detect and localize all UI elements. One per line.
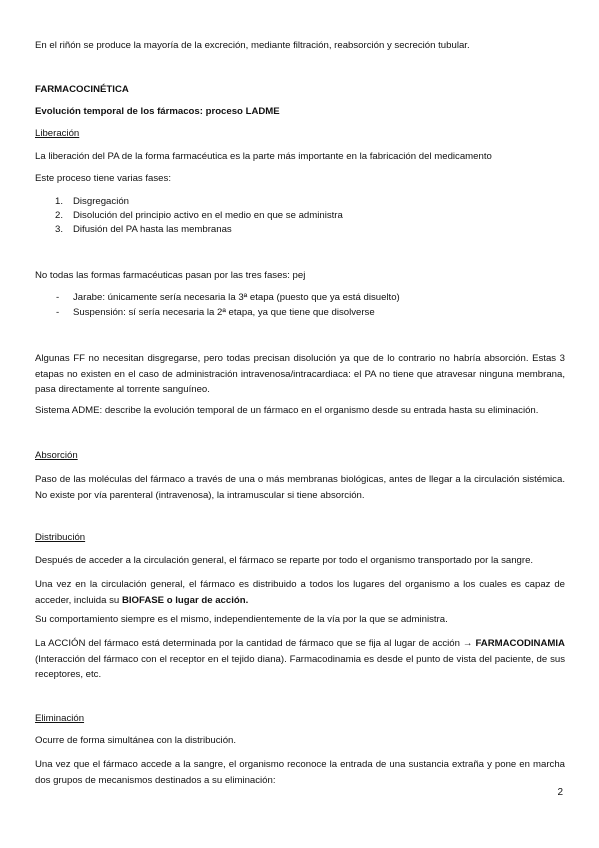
biofase-term: BIOFASE o lugar de acción. [121,594,249,606]
list-item-number: 3. [55,224,64,235]
distribucion-paragraph-3: Su comportamiento siempre es el mismo, independientemente de la vía por la que se administra. [35,614,448,625]
accion-text: La ACCIÓN del fármaco está determinada por la cantidad de fármaco que se fija al lugar de acción → [35,638,476,649]
liberacion-paragraph: La liberación del PA de la forma farmacéutica es la parte más importante en la fabricación del medicamento [35,151,492,162]
heading-liberacion: Liberación [35,128,80,139]
heading-farmacocinetica: FARMACOCINÉTICA [35,84,129,95]
distribucion-paragraph-4 [35,636,565,683]
page-number: 2 [557,787,563,798]
heading-absorcion: Absorción [35,450,78,461]
heading-ladme: Evolución temporal de los fármacos: proceso LADME [35,106,280,117]
list-item-number: 2. [55,210,64,221]
distribucion-paragraph-2 [35,577,565,608]
farmacodinamia-text: (Interacción del fármaco con el receptor en el tejido diana). Farmacodinamia es desde el punto de vista del paciente, de sus receptores, etc. [35,653,565,680]
list-item: Jarabe: únicamente sería necesaria la 3ª etapa (puesto que ya está disuelto) [73,292,400,303]
heading-distribucion: Distribución [35,532,86,543]
fases-intro: Este proceso tiene varias fases: [35,173,171,184]
algunas-paragraph: Algunas FF no necesitan disgregarse, pero todas precisan disolución ya que de lo contrario no habría absorción. Estas 3 etapas no existen en el caso de administración intravenosa/intracardiaca: el PA no tiene que atravesar ninguna membrana, pasa directamente al torrente sanguíneo. [35,353,565,395]
list-bullet: - [56,307,60,318]
no-todas-paragraph: No todas las formas farmacéuticas pasan por las tres fases: pej [35,270,306,281]
sistema-adme-paragraph: Sistema ADME: describe la evolución temporal de un fármaco en el organismo desde su entrada hasta su eliminación. [35,405,539,416]
eliminacion-paragraph-1: Ocurre de forma simultánea con la distribución. [35,735,237,746]
eliminacion-paragraph-2: Una vez que el fármaco accede a la sangre, el organismo reconoce la entrada de una sustancia extraña y pone en marcha dos grupos de mecanismos destinados a su eliminación: [35,759,565,786]
list-item-number: 1. [55,196,64,207]
list-item: Disolución del principio activo en el medio en que se administra [73,210,343,221]
farmacodinamia-term: FARMACODINAMIA [475,638,565,649]
intro-paragraph: En el riñón se produce la mayoría de la excreción, mediante filtración, reabsorción y secreción tubular. [35,40,470,51]
heading-eliminacion: Eliminación [35,713,85,724]
absorcion-paragraph: Paso de las moléculas del fármaco a través de una o más membranas biológicas, antes de llegar a la circulación sistémica. No existe por vía parenteral (intravenosa), la intramuscular si tiene absorción. [35,474,565,501]
list-bullet: - [56,292,60,303]
list-item: Difusión del PA hasta las membranas [73,224,232,235]
distribucion-paragraph-1: Después de acceder a la circulación general, el fármaco se reparte por todo el organismo transportado por la sangre. [35,555,534,566]
distribucion-text: Una vez en la circulación general, el fármaco es distribuido a todos los lugares del organismo a los cuales es capaz de acceder, incluida su [35,579,565,606]
list-item: Disgregación [73,196,129,207]
list-item: Suspensión: sí sería necesaria la 2ª etapa, ya que tiene que disolverse [73,307,375,318]
